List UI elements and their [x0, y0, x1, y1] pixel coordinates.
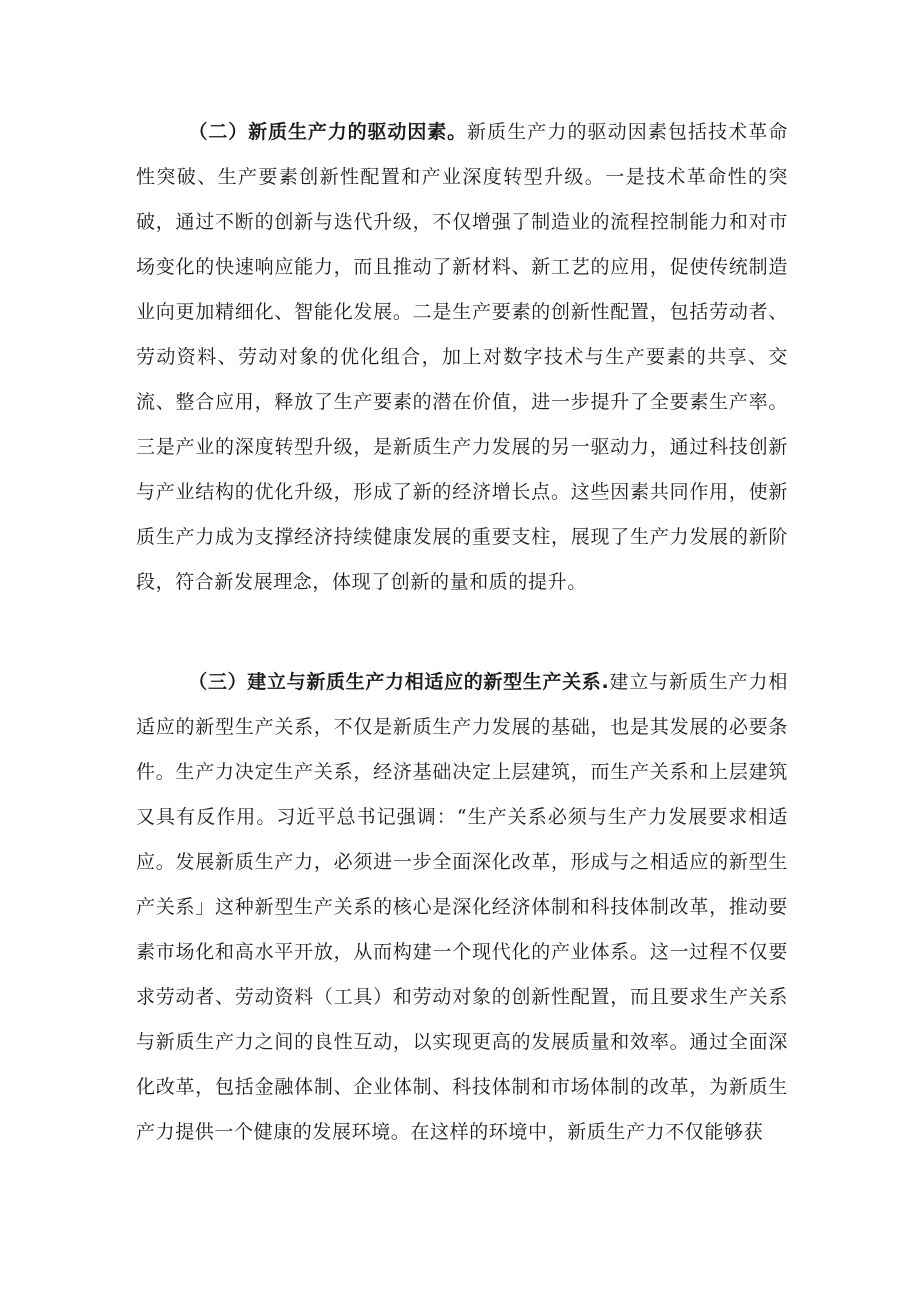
section-heading-production-relations: （三）建立与新质生产力相适应的新型生产关系.: [188, 671, 610, 693]
section-body-production-relations: 建立与新质生产力相适应的新型生产关系，不仅是新质生产力发展的基础，也是其发展的必要条件。生产力决定生产关系，经济基础决定上层建筑，而生产关系和上层建筑又具有反作用。习近平总书记强调：“生产关系必须与生产力发展要求相适应。发展新质生产力，必须进一步全面深化改革，形成与之相适应的新型生产关系」这种新型生产关系的核心是深化经济体制和科技体制改革，推动要素市场化和高水平开放，从而构建一个现代化的产业体系。这一过程不仅要求劳动者、劳动资料（工具）和劳动对象的创新性配置，而且要求生产关系与新质生产力之间的良性互动，以实现更高的发展质量和效率。通过全面深化改革，包括金融体制、企业体制、科技体制和市场体制的改革，为新质生产力提供一个健康的发展环境。在这样的环境中，新质生产力不仅能够获: [136, 671, 788, 1143]
section-heading-driving-factors: （二）新质生产力的驱动因素。: [188, 121, 467, 143]
section-body-driving-factors: 新质生产力的驱动因素包括技术革命性突破、生产要素创新性配置和产业深度转型升级。一是技术革命性的突破，通过不断的创新与迭代升级，不仅增强了制造业的流程控制能力和对市场变化的快速响应能力，而且推动了新材料、新工艺的应用，促使传统制造业向更加精细化、智能化发展。二是生产要素的创新性配置，包括劳动者、劳动资料、劳动对象的优化组合，加上对数字技术与生产要素的共享、交流、整合应用，释放了生产要素的潜在价值，进一步提升了全要素生产率。三是产业的深度转型升级，是新质生产力发展的另一驱动力，通过科技创新与产业结构的优化升级，形成了新的经济增长点。这些因素共同作用，使新质生产力成为支撑经济持续健康发展的重要支柱，展现了生产力发展的新阶段，符合新发展理念，体现了创新的量和质的提升。: [136, 121, 788, 593]
paragraph-driving-factors: [136, 110, 788, 605]
paragraph-production-relations: [136, 660, 788, 1155]
